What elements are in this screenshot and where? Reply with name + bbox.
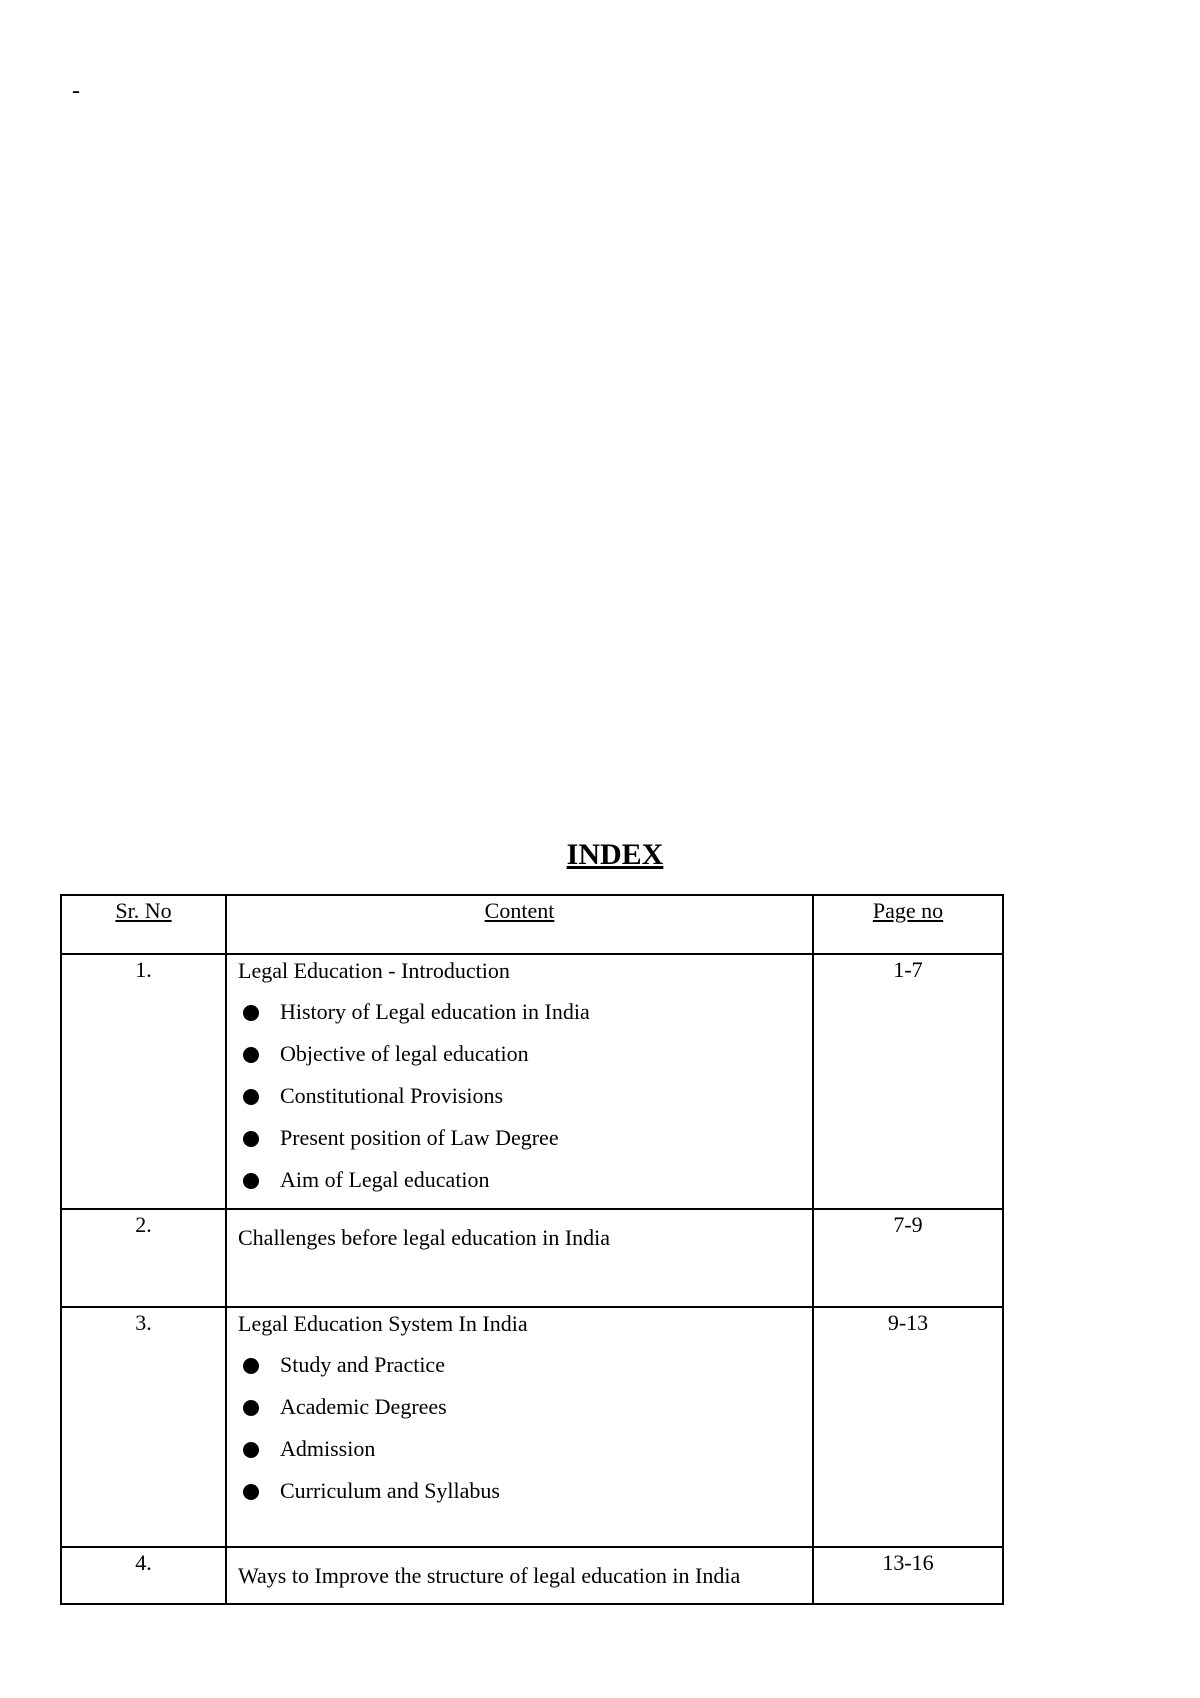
bullet-icon — [243, 1047, 259, 1063]
list-item: Aim of Legal education — [238, 1166, 812, 1208]
table-row — [61, 1307, 1003, 1547]
row-page-range: 7-9 — [813, 1209, 1003, 1307]
row-sr-no: 4. — [61, 1547, 226, 1604]
bullet-icon — [243, 1442, 259, 1458]
list-item: Constitutional Provisions — [238, 1082, 812, 1124]
row-content — [226, 1307, 813, 1547]
bullet-list — [238, 1351, 812, 1519]
row-content — [226, 954, 813, 1209]
bullet-icon — [243, 1173, 259, 1189]
header-content: Content — [226, 895, 813, 954]
list-item: Objective of legal education — [238, 1040, 812, 1082]
list-item: Curriculum and Syllabus — [238, 1477, 812, 1519]
table-row — [61, 1547, 1003, 1604]
row-page-range: 1-7 — [813, 954, 1003, 1209]
row-title: Legal Education System In India — [238, 1311, 528, 1336]
list-item: Academic Degrees — [238, 1393, 812, 1435]
bullet-icon — [243, 1358, 259, 1374]
row-sr-no: 3. — [61, 1307, 226, 1547]
row-page-range: 9-13 — [813, 1307, 1003, 1547]
row-content — [226, 1209, 813, 1307]
list-item: Present position of Law Degree — [238, 1124, 812, 1166]
table-row — [61, 1209, 1003, 1307]
bullet-icon — [243, 1131, 259, 1147]
stray-dash: - — [72, 78, 80, 104]
header-row — [61, 895, 1003, 954]
bullet-icon — [243, 1089, 259, 1105]
index-table — [60, 894, 1004, 1605]
row-sr-no: 1. — [61, 954, 226, 1209]
list-item: Study and Practice — [238, 1351, 812, 1393]
row-title: Legal Education - Introduction — [238, 958, 510, 983]
row-title: Challenges before legal education in India — [238, 1225, 611, 1250]
bullet-list — [238, 998, 812, 1208]
header-page-no: Page no — [813, 895, 1003, 954]
row-content — [226, 1547, 813, 1604]
bullet-icon — [243, 1005, 259, 1021]
page-title: INDEX — [566, 838, 664, 871]
bullet-icon — [243, 1484, 259, 1500]
list-item: History of Legal education in India — [238, 998, 812, 1040]
bullet-icon — [243, 1400, 259, 1416]
table-row — [61, 954, 1003, 1209]
list-item: Admission — [238, 1435, 812, 1477]
row-page-range: 13-16 — [813, 1547, 1003, 1604]
row-title: Ways to Improve the structure of legal education in India — [238, 1563, 741, 1588]
header-sr-no: Sr. No — [61, 895, 226, 954]
row-sr-no: 2. — [61, 1209, 226, 1307]
